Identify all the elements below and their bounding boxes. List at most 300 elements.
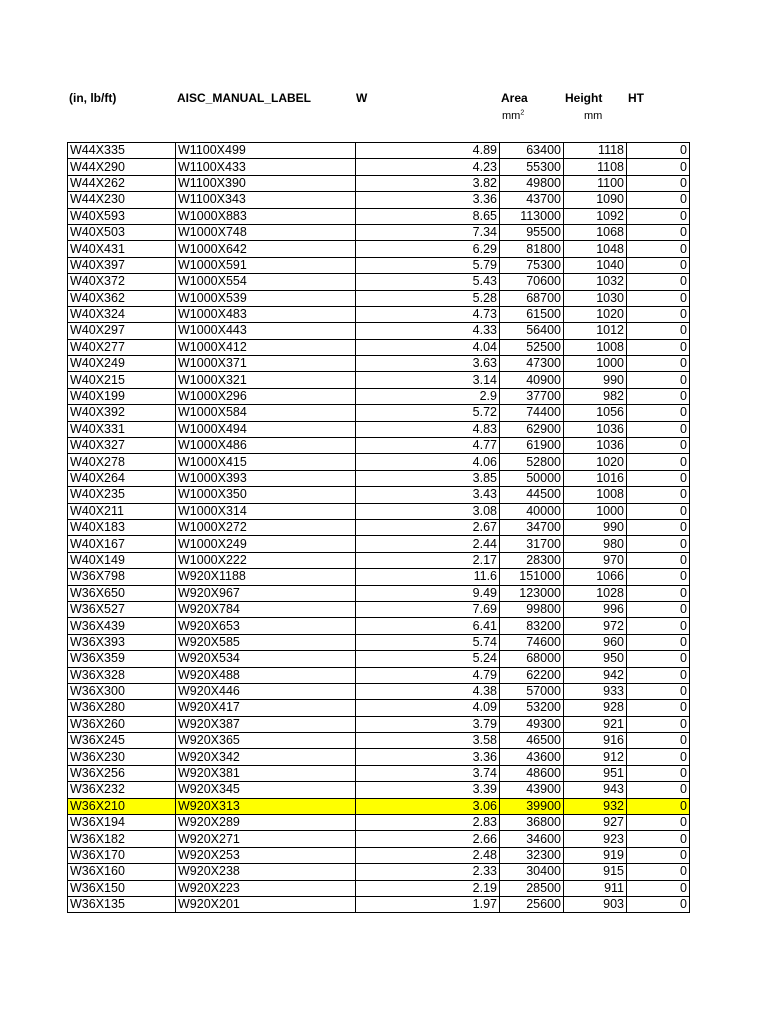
cell-metric-label[interactable]: W1000X584: [176, 405, 356, 421]
cell-w-value[interactable]: 3.36: [356, 192, 500, 208]
cell-w-value[interactable]: 3.06: [356, 798, 500, 814]
cell-height-value[interactable]: 1020: [564, 306, 627, 322]
cell-area-value[interactable]: 28300: [500, 552, 564, 568]
cell-imperial-label[interactable]: W40X593: [68, 208, 176, 224]
cell-height-value[interactable]: 919: [564, 847, 627, 863]
table-row[interactable]: [68, 339, 690, 355]
cell-ht-value[interactable]: 0: [627, 339, 690, 355]
cell-w-value[interactable]: 4.06: [356, 454, 500, 470]
cell-height-value[interactable]: 1000: [564, 503, 627, 519]
cell-ht-value[interactable]: 0: [627, 306, 690, 322]
cell-area-value[interactable]: 34600: [500, 831, 564, 847]
cell-w-value[interactable]: 3.82: [356, 175, 500, 191]
cell-ht-value[interactable]: 0: [627, 601, 690, 617]
cell-height-value[interactable]: 970: [564, 552, 627, 568]
cell-w-value[interactable]: 4.33: [356, 323, 500, 339]
cell-metric-label[interactable]: W920X534: [176, 651, 356, 667]
cell-w-value[interactable]: 3.79: [356, 716, 500, 732]
cell-imperial-label[interactable]: W40X362: [68, 290, 176, 306]
cell-w-value[interactable]: 8.65: [356, 208, 500, 224]
cell-area-value[interactable]: 49300: [500, 716, 564, 732]
cell-imperial-label[interactable]: W44X335: [68, 143, 176, 159]
cell-w-value[interactable]: 7.69: [356, 601, 500, 617]
cell-ht-value[interactable]: 0: [627, 651, 690, 667]
table-row[interactable]: [68, 634, 690, 650]
cell-metric-label[interactable]: W1000X321: [176, 372, 356, 388]
cell-w-value[interactable]: 7.34: [356, 224, 500, 240]
cell-ht-value[interactable]: 0: [627, 388, 690, 404]
cell-height-value[interactable]: 980: [564, 536, 627, 552]
table-row[interactable]: [68, 585, 690, 601]
cell-ht-value[interactable]: 0: [627, 782, 690, 798]
cell-metric-label[interactable]: W920X967: [176, 585, 356, 601]
cell-area-value[interactable]: 28500: [500, 880, 564, 896]
cell-w-value[interactable]: 2.66: [356, 831, 500, 847]
cell-w-value[interactable]: 3.43: [356, 487, 500, 503]
cell-imperial-label[interactable]: W40X149: [68, 552, 176, 568]
cell-area-value[interactable]: 63400: [500, 143, 564, 159]
cell-ht-value[interactable]: 0: [627, 421, 690, 437]
cell-w-value[interactable]: 4.79: [356, 667, 500, 683]
cell-ht-value[interactable]: 0: [627, 192, 690, 208]
cell-w-value[interactable]: 4.04: [356, 339, 500, 355]
cell-w-value[interactable]: 4.83: [356, 421, 500, 437]
table-row[interactable]: [68, 519, 690, 535]
cell-height-value[interactable]: 1036: [564, 421, 627, 437]
cell-height-value[interactable]: 1092: [564, 208, 627, 224]
cell-w-value[interactable]: 3.39: [356, 782, 500, 798]
cell-imperial-label[interactable]: W40X183: [68, 519, 176, 535]
cell-height-value[interactable]: 1016: [564, 470, 627, 486]
cell-height-value[interactable]: 1000: [564, 356, 627, 372]
cell-ht-value[interactable]: 0: [627, 487, 690, 503]
cell-ht-value[interactable]: 0: [627, 765, 690, 781]
cell-metric-label[interactable]: W1100X343: [176, 192, 356, 208]
cell-metric-label[interactable]: W1000X249: [176, 536, 356, 552]
cell-area-value[interactable]: 61900: [500, 438, 564, 454]
cell-area-value[interactable]: 74600: [500, 634, 564, 650]
cell-ht-value[interactable]: 0: [627, 536, 690, 552]
cell-imperial-label[interactable]: W36X150: [68, 880, 176, 896]
cell-metric-label[interactable]: W920X345: [176, 782, 356, 798]
table-row[interactable]: [68, 438, 690, 454]
table-row[interactable]: [68, 388, 690, 404]
cell-area-value[interactable]: 74400: [500, 405, 564, 421]
table-row[interactable]: [68, 323, 690, 339]
cell-height-value[interactable]: 1032: [564, 274, 627, 290]
cell-metric-label[interactable]: W920X387: [176, 716, 356, 732]
table-row[interactable]: [68, 306, 690, 322]
cell-area-value[interactable]: 36800: [500, 815, 564, 831]
cell-ht-value[interactable]: 0: [627, 257, 690, 273]
table-row[interactable]: [68, 175, 690, 191]
cell-imperial-label[interactable]: W36X210: [68, 798, 176, 814]
cell-area-value[interactable]: 52500: [500, 339, 564, 355]
cell-area-value[interactable]: 39900: [500, 798, 564, 814]
cell-area-value[interactable]: 32300: [500, 847, 564, 863]
cell-imperial-label[interactable]: W36X245: [68, 733, 176, 749]
cell-w-value[interactable]: 2.9: [356, 388, 500, 404]
cell-w-value[interactable]: 3.63: [356, 356, 500, 372]
table-row[interactable]: [68, 896, 690, 912]
cell-imperial-label[interactable]: W36X232: [68, 782, 176, 798]
cell-w-value[interactable]: 4.09: [356, 700, 500, 716]
cell-imperial-label[interactable]: W36X300: [68, 683, 176, 699]
cell-height-value[interactable]: 1020: [564, 454, 627, 470]
cell-area-value[interactable]: 56400: [500, 323, 564, 339]
table-row[interactable]: [68, 241, 690, 257]
cell-metric-label[interactable]: W1000X272: [176, 519, 356, 535]
cell-metric-label[interactable]: W920X446: [176, 683, 356, 699]
table-row[interactable]: [68, 815, 690, 831]
table-row[interactable]: [68, 143, 690, 159]
cell-area-value[interactable]: 53200: [500, 700, 564, 716]
cell-ht-value[interactable]: 0: [627, 618, 690, 634]
cell-imperial-label[interactable]: W40X277: [68, 339, 176, 355]
cell-area-value[interactable]: 81800: [500, 241, 564, 257]
cell-w-value[interactable]: 3.74: [356, 765, 500, 781]
cell-w-value[interactable]: 6.41: [356, 618, 500, 634]
cell-area-value[interactable]: 40000: [500, 503, 564, 519]
cell-ht-value[interactable]: 0: [627, 831, 690, 847]
table-row[interactable]: [68, 831, 690, 847]
cell-w-value[interactable]: 3.85: [356, 470, 500, 486]
cell-height-value[interactable]: 1048: [564, 241, 627, 257]
cell-imperial-label[interactable]: W36X393: [68, 634, 176, 650]
cell-w-value[interactable]: 4.23: [356, 159, 500, 175]
cell-w-value[interactable]: 3.14: [356, 372, 500, 388]
cell-ht-value[interactable]: 0: [627, 733, 690, 749]
cell-imperial-label[interactable]: W40X431: [68, 241, 176, 257]
cell-metric-label[interactable]: W920X223: [176, 880, 356, 896]
cell-imperial-label[interactable]: W40X211: [68, 503, 176, 519]
cell-metric-label[interactable]: W920X1188: [176, 569, 356, 585]
cell-height-value[interactable]: 1118: [564, 143, 627, 159]
cell-ht-value[interactable]: 0: [627, 864, 690, 880]
cell-height-value[interactable]: 1008: [564, 487, 627, 503]
cell-height-value[interactable]: 1008: [564, 339, 627, 355]
cell-height-value[interactable]: 972: [564, 618, 627, 634]
table-row[interactable]: [68, 667, 690, 683]
cell-height-value[interactable]: 1090: [564, 192, 627, 208]
cell-w-value[interactable]: 2.83: [356, 815, 500, 831]
cell-ht-value[interactable]: 0: [627, 159, 690, 175]
table-row[interactable]: [68, 618, 690, 634]
cell-height-value[interactable]: 1030: [564, 290, 627, 306]
cell-area-value[interactable]: 61500: [500, 306, 564, 322]
cell-ht-value[interactable]: 0: [627, 749, 690, 765]
table-row[interactable]: [68, 290, 690, 306]
cell-metric-label[interactable]: W1000X222: [176, 552, 356, 568]
cell-w-value[interactable]: 4.38: [356, 683, 500, 699]
cell-imperial-label[interactable]: W40X397: [68, 257, 176, 273]
cell-ht-value[interactable]: 0: [627, 274, 690, 290]
cell-ht-value[interactable]: 0: [627, 896, 690, 912]
cell-imperial-label[interactable]: W40X249: [68, 356, 176, 372]
cell-ht-value[interactable]: 0: [627, 815, 690, 831]
cell-metric-label[interactable]: W1100X390: [176, 175, 356, 191]
cell-metric-label[interactable]: W1000X486: [176, 438, 356, 454]
cell-ht-value[interactable]: 0: [627, 716, 690, 732]
table-row[interactable]: [68, 765, 690, 781]
cell-metric-label[interactable]: W920X238: [176, 864, 356, 880]
cell-w-value[interactable]: 5.72: [356, 405, 500, 421]
cell-metric-label[interactable]: W920X381: [176, 765, 356, 781]
cell-w-value[interactable]: 3.08: [356, 503, 500, 519]
cell-imperial-label[interactable]: W40X167: [68, 536, 176, 552]
cell-height-value[interactable]: 943: [564, 782, 627, 798]
cell-metric-label[interactable]: W920X585: [176, 634, 356, 650]
cell-w-value[interactable]: 3.58: [356, 733, 500, 749]
cell-imperial-label[interactable]: W40X372: [68, 274, 176, 290]
cell-metric-label[interactable]: W1000X415: [176, 454, 356, 470]
cell-w-value[interactable]: 6.29: [356, 241, 500, 257]
cell-height-value[interactable]: 996: [564, 601, 627, 617]
cell-metric-label[interactable]: W1000X483: [176, 306, 356, 322]
cell-metric-label[interactable]: W1000X642: [176, 241, 356, 257]
table-row[interactable]: [68, 552, 690, 568]
table-row[interactable]: [68, 782, 690, 798]
cell-area-value[interactable]: 34700: [500, 519, 564, 535]
cell-area-value[interactable]: 31700: [500, 536, 564, 552]
cell-ht-value[interactable]: 0: [627, 503, 690, 519]
cell-ht-value[interactable]: 0: [627, 880, 690, 896]
cell-imperial-label[interactable]: W36X359: [68, 651, 176, 667]
cell-height-value[interactable]: 923: [564, 831, 627, 847]
table-row[interactable]: [68, 372, 690, 388]
cell-imperial-label[interactable]: W40X503: [68, 224, 176, 240]
cell-area-value[interactable]: 30400: [500, 864, 564, 880]
cell-imperial-label[interactable]: W44X290: [68, 159, 176, 175]
cell-ht-value[interactable]: 0: [627, 175, 690, 191]
cell-imperial-label[interactable]: W36X256: [68, 765, 176, 781]
cell-imperial-label[interactable]: W40X324: [68, 306, 176, 322]
cell-imperial-label[interactable]: W40X392: [68, 405, 176, 421]
cell-imperial-label[interactable]: W44X230: [68, 192, 176, 208]
cell-w-value[interactable]: 4.77: [356, 438, 500, 454]
cell-area-value[interactable]: 50000: [500, 470, 564, 486]
table-row[interactable]: [68, 601, 690, 617]
table-row[interactable]: [68, 536, 690, 552]
cell-ht-value[interactable]: 0: [627, 208, 690, 224]
cell-area-value[interactable]: 68700: [500, 290, 564, 306]
cell-metric-label[interactable]: W920X365: [176, 733, 356, 749]
cell-imperial-label[interactable]: W40X199: [68, 388, 176, 404]
cell-area-value[interactable]: 43900: [500, 782, 564, 798]
cell-imperial-label[interactable]: W44X262: [68, 175, 176, 191]
cell-metric-label[interactable]: W1000X296: [176, 388, 356, 404]
cell-metric-label[interactable]: W920X653: [176, 618, 356, 634]
cell-area-value[interactable]: 44500: [500, 487, 564, 503]
cell-area-value[interactable]: 62200: [500, 667, 564, 683]
cell-w-value[interactable]: 5.24: [356, 651, 500, 667]
cell-w-value[interactable]: 5.79: [356, 257, 500, 273]
table-row[interactable]: [68, 356, 690, 372]
cell-area-value[interactable]: 151000: [500, 569, 564, 585]
table-row[interactable]: [68, 454, 690, 470]
table-row[interactable]: [68, 880, 690, 896]
cell-ht-value[interactable]: 0: [627, 224, 690, 240]
cell-ht-value[interactable]: 0: [627, 519, 690, 535]
table-row[interactable]: [68, 470, 690, 486]
cell-w-value[interactable]: 5.74: [356, 634, 500, 650]
cell-height-value[interactable]: 950: [564, 651, 627, 667]
cell-height-value[interactable]: 1028: [564, 585, 627, 601]
cell-imperial-label[interactable]: W36X230: [68, 749, 176, 765]
cell-metric-label[interactable]: W1000X591: [176, 257, 356, 273]
table-row[interactable]: [68, 274, 690, 290]
cell-ht-value[interactable]: 0: [627, 323, 690, 339]
cell-w-value[interactable]: 2.44: [356, 536, 500, 552]
table-row[interactable]: [68, 487, 690, 503]
cell-area-value[interactable]: 40900: [500, 372, 564, 388]
cell-area-value[interactable]: 48600: [500, 765, 564, 781]
cell-area-value[interactable]: 46500: [500, 733, 564, 749]
cell-ht-value[interactable]: 0: [627, 470, 690, 486]
cell-metric-label[interactable]: W920X253: [176, 847, 356, 863]
cell-metric-label[interactable]: W920X342: [176, 749, 356, 765]
cell-metric-label[interactable]: W1000X393: [176, 470, 356, 486]
cell-area-value[interactable]: 62900: [500, 421, 564, 437]
table-row[interactable]: [68, 651, 690, 667]
cell-metric-label[interactable]: W920X289: [176, 815, 356, 831]
cell-area-value[interactable]: 83200: [500, 618, 564, 634]
cell-ht-value[interactable]: 0: [627, 798, 690, 814]
table-row[interactable]: [68, 847, 690, 863]
table-row[interactable]: [68, 159, 690, 175]
cell-area-value[interactable]: 70600: [500, 274, 564, 290]
cell-imperial-label[interactable]: W40X215: [68, 372, 176, 388]
table-row[interactable]: [68, 716, 690, 732]
table-row[interactable]: [68, 864, 690, 880]
cell-metric-label[interactable]: W920X313: [176, 798, 356, 814]
table-row[interactable]: [68, 503, 690, 519]
table-row[interactable]: [68, 700, 690, 716]
cell-ht-value[interactable]: 0: [627, 667, 690, 683]
cell-height-value[interactable]: 1040: [564, 257, 627, 273]
cell-w-value[interactable]: 5.28: [356, 290, 500, 306]
table-row[interactable]: [68, 569, 690, 585]
cell-imperial-label[interactable]: W36X170: [68, 847, 176, 863]
cell-metric-label[interactable]: W920X784: [176, 601, 356, 617]
cell-height-value[interactable]: 982: [564, 388, 627, 404]
cell-height-value[interactable]: 927: [564, 815, 627, 831]
cell-ht-value[interactable]: 0: [627, 847, 690, 863]
table-row[interactable]: [68, 257, 690, 273]
cell-w-value[interactable]: 5.43: [356, 274, 500, 290]
cell-height-value[interactable]: 1012: [564, 323, 627, 339]
cell-imperial-label[interactable]: W36X280: [68, 700, 176, 716]
cell-height-value[interactable]: 990: [564, 372, 627, 388]
cell-ht-value[interactable]: 0: [627, 569, 690, 585]
cell-imperial-label[interactable]: W36X798: [68, 569, 176, 585]
cell-imperial-label[interactable]: W40X278: [68, 454, 176, 470]
cell-w-value[interactable]: 2.67: [356, 519, 500, 535]
cell-imperial-label[interactable]: W36X527: [68, 601, 176, 617]
cell-area-value[interactable]: 57000: [500, 683, 564, 699]
cell-ht-value[interactable]: 0: [627, 290, 690, 306]
cell-area-value[interactable]: 99800: [500, 601, 564, 617]
cell-imperial-label[interactable]: W36X650: [68, 585, 176, 601]
cell-area-value[interactable]: 25600: [500, 896, 564, 912]
cell-area-value[interactable]: 95500: [500, 224, 564, 240]
cell-metric-label[interactable]: W1000X443: [176, 323, 356, 339]
cell-area-value[interactable]: 49800: [500, 175, 564, 191]
table-row[interactable]: [68, 421, 690, 437]
cell-height-value[interactable]: 1068: [564, 224, 627, 240]
table-row[interactable]: [68, 224, 690, 240]
cell-metric-label[interactable]: W920X201: [176, 896, 356, 912]
cell-ht-value[interactable]: 0: [627, 700, 690, 716]
cell-w-value[interactable]: 4.89: [356, 143, 500, 159]
cell-ht-value[interactable]: 0: [627, 438, 690, 454]
cell-height-value[interactable]: 932: [564, 798, 627, 814]
cell-imperial-label[interactable]: W40X327: [68, 438, 176, 454]
cell-height-value[interactable]: 933: [564, 683, 627, 699]
table-row[interactable]: [68, 405, 690, 421]
cell-metric-label[interactable]: W1000X748: [176, 224, 356, 240]
cell-height-value[interactable]: 990: [564, 519, 627, 535]
cell-metric-label[interactable]: W920X488: [176, 667, 356, 683]
cell-imperial-label[interactable]: W36X328: [68, 667, 176, 683]
cell-ht-value[interactable]: 0: [627, 552, 690, 568]
cell-metric-label[interactable]: W1000X314: [176, 503, 356, 519]
cell-imperial-label[interactable]: W36X160: [68, 864, 176, 880]
cell-metric-label[interactable]: W920X271: [176, 831, 356, 847]
cell-w-value[interactable]: 9.49: [356, 585, 500, 601]
cell-w-value[interactable]: 2.33: [356, 864, 500, 880]
cell-height-value[interactable]: 960: [564, 634, 627, 650]
cell-height-value[interactable]: 921: [564, 716, 627, 732]
cell-area-value[interactable]: 37700: [500, 388, 564, 404]
cell-height-value[interactable]: 912: [564, 749, 627, 765]
cell-ht-value[interactable]: 0: [627, 454, 690, 470]
cell-height-value[interactable]: 1036: [564, 438, 627, 454]
cell-imperial-label[interactable]: W36X439: [68, 618, 176, 634]
cell-height-value[interactable]: 903: [564, 896, 627, 912]
cell-height-value[interactable]: 1108: [564, 159, 627, 175]
cell-area-value[interactable]: 52800: [500, 454, 564, 470]
cell-imperial-label[interactable]: W40X264: [68, 470, 176, 486]
cell-metric-label[interactable]: W1000X412: [176, 339, 356, 355]
cell-imperial-label[interactable]: W40X331: [68, 421, 176, 437]
table-row[interactable]: [68, 749, 690, 765]
cell-metric-label[interactable]: W1000X554: [176, 274, 356, 290]
cell-height-value[interactable]: 916: [564, 733, 627, 749]
cell-metric-label[interactable]: W1000X539: [176, 290, 356, 306]
cell-height-value[interactable]: 1066: [564, 569, 627, 585]
cell-height-value[interactable]: 942: [564, 667, 627, 683]
cell-height-value[interactable]: 928: [564, 700, 627, 716]
table-row-highlighted[interactable]: [68, 798, 690, 814]
cell-imperial-label[interactable]: W36X194: [68, 815, 176, 831]
cell-w-value[interactable]: 3.36: [356, 749, 500, 765]
cell-height-value[interactable]: 911: [564, 880, 627, 896]
cell-w-value[interactable]: 11.6: [356, 569, 500, 585]
cell-height-value[interactable]: 915: [564, 864, 627, 880]
cell-ht-value[interactable]: 0: [627, 372, 690, 388]
cell-w-value[interactable]: 2.19: [356, 880, 500, 896]
table-row[interactable]: [68, 208, 690, 224]
cell-w-value[interactable]: 2.48: [356, 847, 500, 863]
cell-metric-label[interactable]: W1000X371: [176, 356, 356, 372]
cell-imperial-label[interactable]: W36X135: [68, 896, 176, 912]
cell-metric-label[interactable]: W1100X433: [176, 159, 356, 175]
cell-area-value[interactable]: 55300: [500, 159, 564, 175]
cell-ht-value[interactable]: 0: [627, 241, 690, 257]
cell-area-value[interactable]: 68000: [500, 651, 564, 667]
cell-metric-label[interactable]: W1100X499: [176, 143, 356, 159]
